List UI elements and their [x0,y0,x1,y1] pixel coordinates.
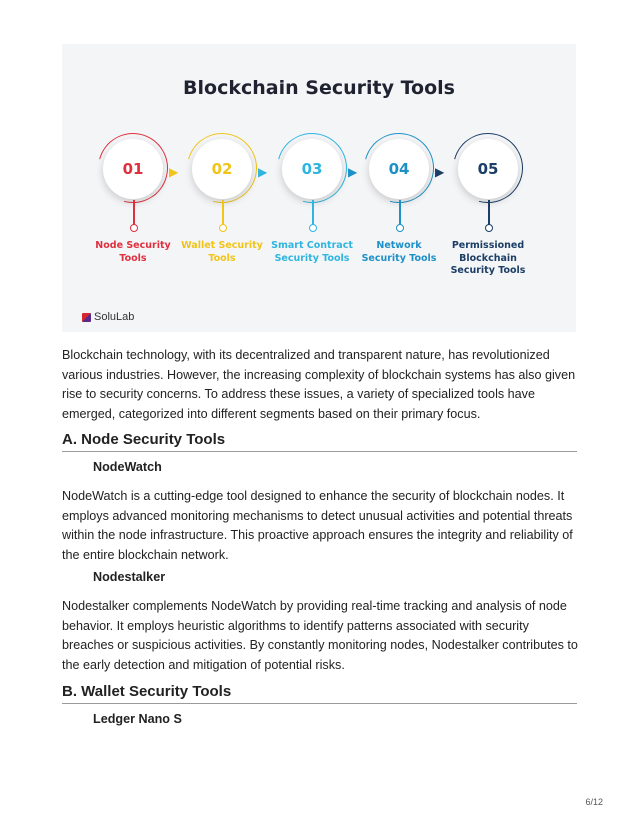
step-dot [309,224,317,232]
step-dot [396,224,404,232]
arrow-right-icon: ▶ [258,165,268,179]
step-connector [312,200,314,225]
step-connector [222,200,224,225]
step-number: 01 [122,160,144,178]
step-label-3: Smart Contract Security Tools [271,240,353,264]
step-number: 05 [477,160,499,178]
ledger-nano-heading: Ledger Nano S [93,712,182,726]
step-circle-2 [192,139,252,199]
infographic-title: Blockchain Security Tools [183,77,455,99]
brand-name: SoluLab [94,311,135,323]
step-circle-5 [458,139,518,199]
step-number: 04 [388,160,410,178]
step-dot [130,224,138,232]
step-circle-4 [369,139,429,199]
step-connector [488,200,490,225]
step-number: 02 [211,160,233,178]
nodestalker-heading: Nodestalker [93,570,166,584]
infographic [62,44,576,332]
page-number: 6/12 [585,797,603,807]
solulab-logo-icon [82,313,91,322]
step-circle-1 [103,139,163,199]
brand-logo [82,311,134,323]
nodestalker-paragraph: Nodestalker complements NodeWatch by providing real-time tracking and analysis of node behavior. It employs heuristic algorithms to identify patterns associated with security breaches or suspicious activities. By constantly monitoring nodes, Nodestalker contributes to the early detection and mitigation of potential risks. [62,599,578,672]
intro-paragraph: Blockchain technology, with its decentralized and transparent nature, has revolutionized various industries. However, the increasing complexity of blockchain systems has also given rise to security concerns. To address these issues, a variety of specialized tools have emerged, categorized into different segments based on their primary focus. [62,348,576,421]
step-connector [399,200,401,225]
step-number: 03 [301,160,323,178]
arrow-right-icon: ▶ [435,165,445,179]
step-label-2: Wallet Security Tools [181,240,263,264]
arrow-right-icon: ▶ [348,165,358,179]
step-label-5: Permissioned Blockchain Security Tools [450,240,526,276]
step-circle-3 [282,139,342,199]
section-a-heading: A. Node Security Tools [62,431,577,452]
step-dot [485,224,493,232]
step-label-4: Network Security Tools [361,240,437,264]
arrow-right-icon: ▶ [169,165,179,179]
step-dot [219,224,227,232]
nodewatch-heading: NodeWatch [93,460,162,474]
step-label-1: Node Security Tools [95,240,171,264]
step-connector [133,200,135,225]
nodewatch-paragraph: NodeWatch is a cutting-edge tool designed to enhance the security of blockchain nodes. It employs advanced monitoring mechanisms to detect unusual activities and potential threats within the node infrastructure. This proactive approach ensures the integrity and reliability of the entire blockchain network. [62,489,573,562]
section-b-heading: B. Wallet Security Tools [62,683,577,704]
